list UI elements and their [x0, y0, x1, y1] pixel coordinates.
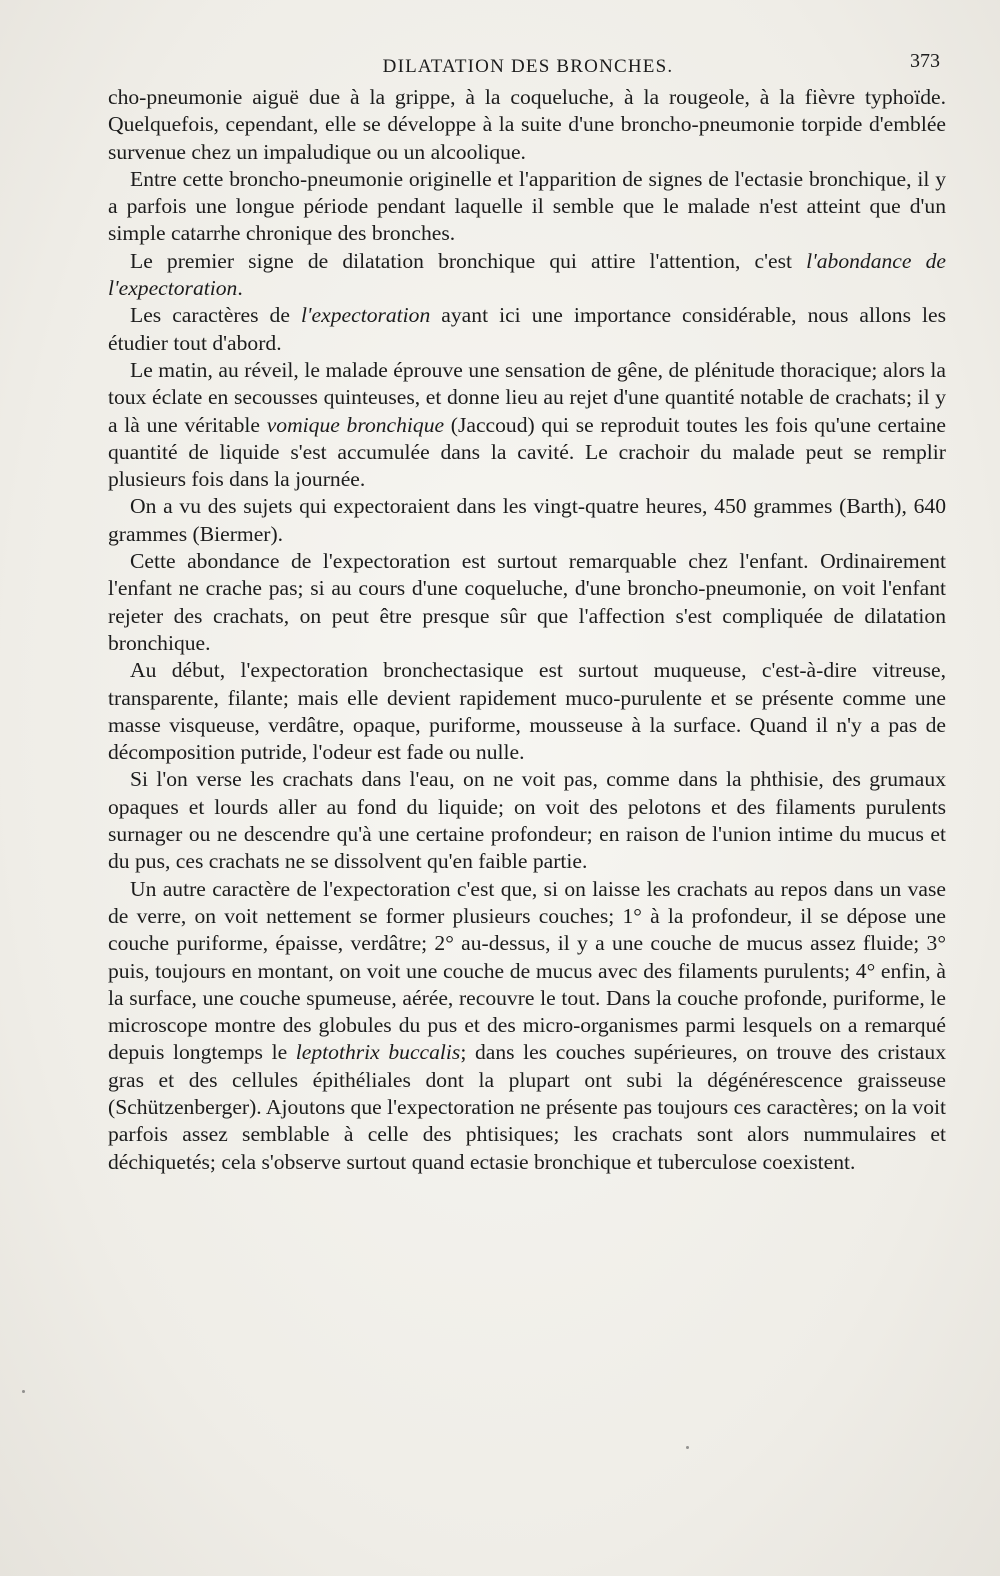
text-run: On a vu des sujets qui expectoraient dans les vingt-quatre heures, 450 grammes (Barth), 640 grammes (Biermer).: [108, 494, 946, 546]
text-run: .: [237, 276, 243, 301]
text-run: Cette abondance de l'expectoration est surtout remarquable chez l'enfant. Ordinairement l'enfant ne crache pas; si au cours d'une coqueluche, d'une broncho-pneumonie, on voit l'enfant rejeter des crachats, on peut être presque sûr que l'affection s'est compliquée de dilatation bronchique.: [108, 549, 946, 655]
paragraph: [108, 166, 946, 248]
paragraph: [108, 876, 946, 1176]
text-run: (Jaccoud) qui se reproduit toutes les fois qu'une certaine quantité de liquide s'est accumulée dans la cavité. Le crachoir du malade peut se remplir plusieurs fois dans la journée.: [108, 412, 946, 492]
italic-phrase: l'abondance de l'expectoration: [108, 248, 946, 301]
text-run: Entre cette broncho-pneumonie originelle et l'apparition de signes de l'ectasie bronchique, il y a parfois une longue période pendant laquelle il semble que le malade n'est atteint que d'un simple catarrhe chronique des bronches.: [108, 166, 946, 246]
body-text: [108, 84, 946, 1176]
text-run: Le premier signe de dilatation bronchique qui attire l'attention, c'est: [130, 248, 807, 273]
paragraph: [108, 248, 946, 303]
scan-speck: [686, 1446, 689, 1449]
scan-speck: [22, 1390, 25, 1393]
paragraph: [108, 493, 946, 548]
italic-phrase: vomique bronchique: [266, 412, 445, 437]
text-run: Si l'on verse les crachats dans l'eau, on ne voit pas, comme dans la phthisie, des grumaux opaques et lourds aller au fond du liquide; on voit des pelotons et des filaments purulents surnager ou ne descendre qu'à une certaine profondeur; en raison de l'union intime du mucus et du pus, ces crachats ne se dissolvent qu'en faible partie.: [108, 767, 946, 874]
page-number: 373: [910, 50, 940, 72]
text-run: Le matin, au réveil, le malade éprouve une sensation de gêne, de plénitude thoracique; alors la toux éclate en secousses quinteuses, et donne lieu au rejet d'une quantité notable de crachats; il y a là une véritable: [108, 357, 946, 437]
text-run: ayant ici une importance considérable, nous allons les étudier tout d'abord.: [108, 303, 947, 355]
running-head: DILATATION DES BRONCHES.: [382, 56, 674, 77]
text-run: cho-pneumonie aiguë due à la grippe, à la coqueluche, à la rougeole, à la fièvre typhoïde. Quelquefois, cependant, elle se développe à la suite d'une broncho-pneumonie torpide d'emblée survenue chez un impaludique ou un alcoolique.: [108, 85, 946, 164]
text-run: Au début, l'expectoration bronchectasique est surtout muqueuse, c'est-à-dire vitreuse, transparente, filante; mais elle devient rapidement muco-purulente et se présente comme une masse visqueuse, verdâtre, opaque, puriforme, mousseuse à la surface. Quand il n'y a pas de décomposition putride, l'odeur est fade ou nulle.: [108, 658, 946, 765]
paragraph: [108, 302, 946, 357]
italic-phrase: l'expectoration: [300, 303, 431, 328]
paragraph: [108, 548, 946, 657]
text-run: ; dans les couches supérieures, on trouve des cristaux gras et des cellules épithéliales dont la plupart ont subi la dégénérescence graisseuse (Schützenberger). Ajoutons que l'expectoration ne présente pas toujours ces caractères; on la voit parfois assez semblable à celle des phtisiques; les crachats sont alors nummulaires et déchiquetés; cela s'observe surtout quand ectasie bronchique et tuberculose coexistent.: [108, 1040, 946, 1174]
text-run: Les caractères de: [130, 303, 301, 328]
paragraph: [108, 84, 946, 166]
page-header: [108, 50, 948, 80]
paragraph: [108, 357, 946, 493]
paragraph: [108, 657, 946, 766]
italic-phrase: leptothrix buccalis: [295, 1040, 461, 1065]
text-run: Un autre caractère de l'expectoration c'est que, si on laisse les crachats au repos dans un vase de verre, on voit nettement se former plusieurs couches; 1° à la profondeur, il se dépose une couche puriforme, épaisse, verdâtre; 2° au-dessus, il y a une couche de mucus assez fluide; 3° puis, toujours en montant, on voit une couche de mucus avec des filaments purulents; 4° enfin, à la surface, une couche spumeuse, aérée, recouvre le tout. Dans la couche profonde, puriforme, le microscope montre des globules du pus et des micro-organismes parmi lesquels on a remarqué depuis longtemps le: [108, 876, 946, 1065]
paragraph: [108, 766, 946, 875]
